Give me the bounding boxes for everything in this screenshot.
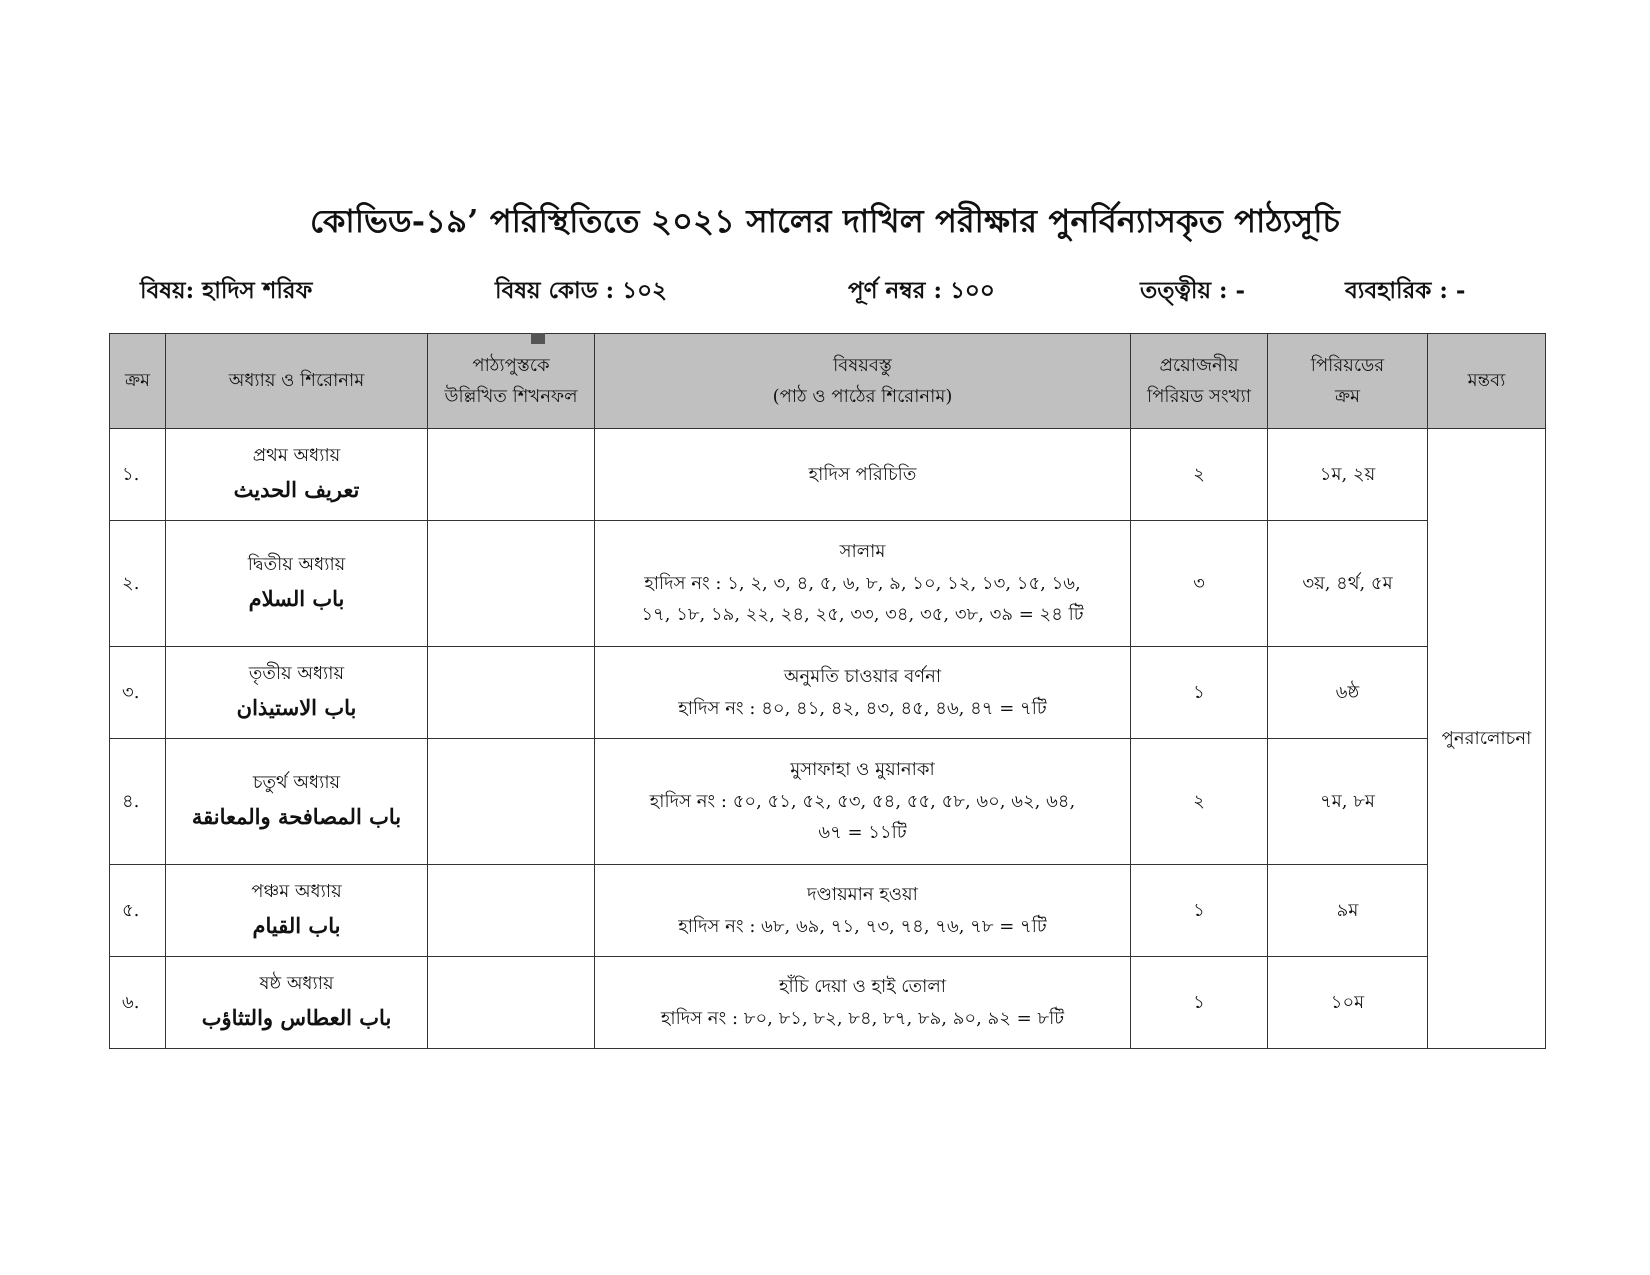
row-chapter (166, 521, 428, 647)
header-order-line-1: পিরিয়ডের (1310, 354, 1385, 376)
row-learning-outcome (428, 739, 595, 865)
row-chapter (166, 647, 428, 739)
content-line: ৬৭ = ১১টি (818, 822, 907, 844)
row-content (595, 957, 1131, 1049)
row-learning-outcome (428, 957, 595, 1049)
header-learning-outcome (428, 334, 595, 429)
subject-label: বিষয়: হাদিস শরিফ (140, 277, 313, 304)
page-title: কোভিড-১৯’ পরিস্থিতিতে ২০২১ সালের দাখিল পরীক্ষার পুনর্বিন্যাসকৃত পাঠ্যসূচি (309, 202, 1340, 240)
content-line: অনুমতি চাওয়ার বর্ণনা (783, 666, 942, 687)
header-outcome-line-2: উল্লিখিত শিখনফল (444, 386, 578, 407)
row-periods: ২ (1131, 429, 1268, 521)
table-row (110, 739, 1546, 865)
row-content (595, 647, 1131, 739)
row-period-order: ৯ম (1268, 865, 1428, 957)
row-period-order: ১ম, ২য় (1268, 429, 1428, 521)
row-content (595, 865, 1131, 957)
row-serial: ৪. (110, 739, 166, 865)
header-periods (1131, 334, 1268, 429)
table-row (110, 957, 1546, 1049)
row-chapter (166, 865, 428, 957)
table-row (110, 429, 1546, 521)
row-period-order: ১০ম (1268, 957, 1428, 1049)
row-learning-outcome (428, 647, 595, 739)
row-period-order: ৭ম, ৮ম (1268, 739, 1428, 865)
header-remarks: মন্তব্য (1428, 334, 1546, 429)
row-periods: ২ (1131, 739, 1268, 865)
row-serial: ৫. (110, 865, 166, 957)
chapter-name: দ্বিতীয় অধ্যায় (247, 554, 346, 576)
row-serial: ৩. (110, 647, 166, 739)
content-line: হাদিস নং : ১, ২, ৩, ৪, ৫, ৬, ৮, ৯, ১০, ১২, ১৩, ১৫, ১৬, (644, 572, 1081, 594)
chapter-arabic-title: باب العطاس والتثاؤب (201, 1004, 392, 1030)
row-chapter (166, 739, 428, 865)
content-line: মুসাফাহা ও মুয়ানাকা (790, 759, 935, 781)
row-serial: ৬. (110, 957, 166, 1049)
row-learning-outcome (428, 865, 595, 957)
header-outcome-line-1: পাঠ্যপুস্তকে (472, 354, 550, 376)
header-order-line-2: ক্রম (1334, 386, 1361, 407)
table-header-row (110, 334, 1546, 429)
header-content (595, 334, 1131, 429)
content-line: হাদিস নং : ৫০, ৫১, ৫২, ৫৩, ৫৪, ৫৫, ৫৮, ৬০, ৬২, ৬৪, (649, 790, 1076, 812)
content-line: দণ্ডায়মান হওয়া (807, 884, 918, 905)
table-row (110, 521, 1546, 647)
content-line: ১৭, ১৮, ১৯, ২২, ২৪, ২৫, ৩৩, ৩৪, ৩৫, ৩৮, ৩৯ = ২৪ টি (641, 604, 1084, 626)
row-serial: ১. (110, 429, 166, 521)
content-line: হাদিস পরিচিতি (808, 463, 917, 485)
row-periods: ১ (1131, 957, 1268, 1049)
chapter-name: তৃতীয় অধ্যায় (248, 663, 345, 685)
row-content (595, 739, 1131, 865)
remarks-cell: পুনরালোচনা (1428, 429, 1546, 1049)
chapter-name: প্রথম অধ্যায় (252, 445, 341, 467)
chapter-name: চতুর্থ অধ্যায় (252, 772, 341, 794)
table-row (110, 647, 1546, 739)
practical-label: ব্যবহারিক : - (1345, 277, 1466, 304)
chapter-arabic-title: تعريف الحديث (233, 476, 360, 502)
row-periods: ১ (1131, 647, 1268, 739)
full-marks-label: পূর্ণ নম্বর : ১০০ (848, 277, 995, 304)
content-line: হাদিস নং : ৬৮, ৬৯, ৭১, ৭৩, ৭৪, ৭৬, ৭৮ = ৭টি (678, 915, 1047, 937)
content-line: হাদিস নং : ৪০, ৪১, ৪২, ৪৩, ৪৫, ৪৬, ৪৭ = ৭টি (678, 697, 1047, 719)
row-serial: ২. (110, 521, 166, 647)
row-content (595, 521, 1131, 647)
scan-mark (531, 333, 545, 344)
header-serial: ক্রম (110, 334, 166, 429)
subject-code-label: বিষয় কোড : ১০২ (495, 277, 667, 304)
chapter-arabic-title: باب السلام (248, 585, 345, 611)
table-row (110, 865, 1546, 957)
row-periods: ৩ (1131, 521, 1268, 647)
header-period-order (1268, 334, 1428, 429)
header-chapter: অধ্যায় ও শিরোনাম (166, 334, 428, 429)
chapter-name: ষষ্ঠ অধ্যায় (259, 973, 334, 995)
row-period-order: ৩য়, ৪র্থ, ৫ম (1268, 521, 1428, 647)
row-content (595, 429, 1131, 521)
header-periods-line-1: প্রয়োজনীয় (1159, 354, 1239, 376)
chapter-arabic-title: باب الاستيذان (236, 694, 357, 720)
content-line: হাদিস নং : ৮০, ৮১, ৮২, ৮৪, ৮৭, ৮৯, ৯০, ৯২ = ৮টি (660, 1007, 1065, 1029)
syllabus-table (109, 333, 1546, 1049)
chapter-name: পঞ্চম অধ্যায় (251, 881, 342, 903)
chapter-arabic-title: باب القيام (252, 912, 341, 938)
row-chapter (166, 957, 428, 1049)
content-line: সালাম (839, 541, 886, 563)
row-chapter (166, 429, 428, 521)
header-content-line-2: (পাঠ ও পাঠের শিরোনাম) (772, 386, 953, 407)
header-periods-line-2: পিরিয়ড সংখ্যা (1147, 386, 1251, 407)
content-line: হাঁচি দেয়া ও হাই তোলা (779, 976, 946, 997)
row-periods: ১ (1131, 865, 1268, 957)
row-learning-outcome (428, 521, 595, 647)
row-period-order: ৬ষ্ঠ (1268, 647, 1428, 739)
chapter-arabic-title: باب المصافحة والمعانقة (191, 803, 402, 829)
theory-label: তত্ত্বীয় : - (1140, 277, 1246, 304)
header-content-line-1: বিষয়বস্তু (833, 354, 892, 376)
row-learning-outcome (428, 429, 595, 521)
